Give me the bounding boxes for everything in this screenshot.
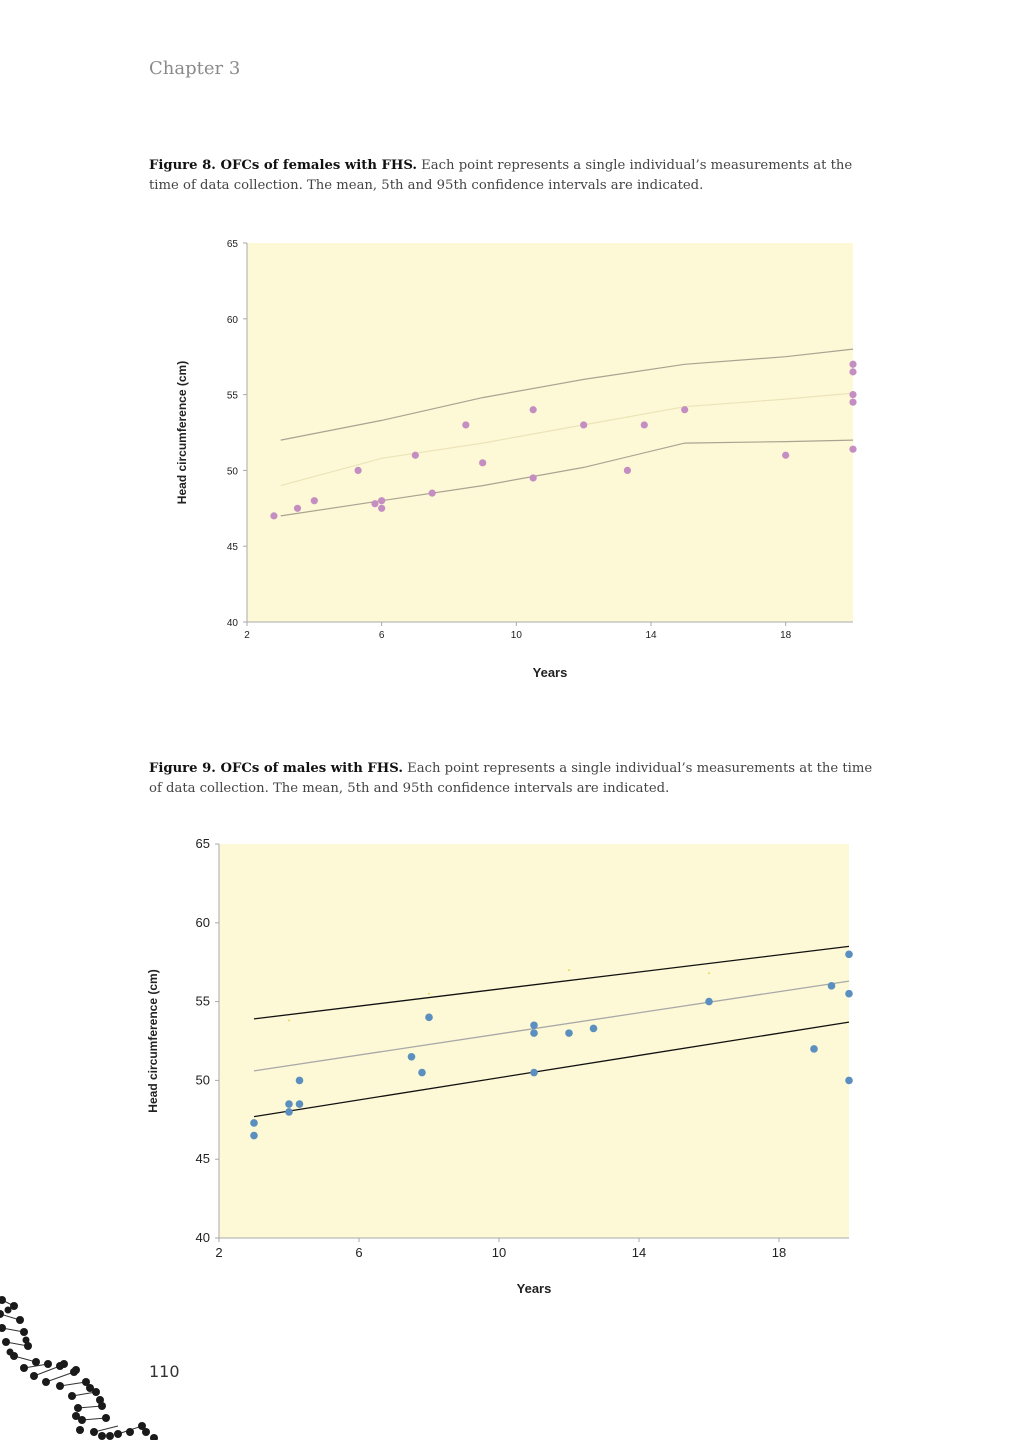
fig8-y-tick-label: 55 <box>226 390 238 402</box>
figure-8-label: Figure 8. OFCs of females with FHS. <box>149 158 417 173</box>
fig8-data-point <box>530 474 537 481</box>
fig9-x-tick-label: 18 <box>771 1245 787 1260</box>
fig9-x-tick-label: 2 <box>215 1245 223 1260</box>
fig8-y-tick-label: 45 <box>226 542 238 554</box>
fig8-data-point <box>849 361 856 368</box>
fig9-data-point <box>530 1021 538 1029</box>
fig9-data-point <box>705 998 713 1006</box>
fig8-data-point <box>270 512 277 519</box>
fig8-x-tick-label: 2 <box>244 630 250 641</box>
figure-9-chart <box>0 830 1019 1310</box>
fig9-minor-marker <box>568 969 570 971</box>
fig8-data-point <box>849 368 856 375</box>
fig9-data-point <box>810 1045 818 1053</box>
fig9-x-tick-label: 10 <box>491 1245 507 1260</box>
fig9-data-point <box>250 1132 258 1140</box>
figure-9-caption <box>149 759 873 799</box>
fig8-data-point <box>479 459 486 466</box>
fig9-x-axis-label: Years <box>516 1281 552 1296</box>
fig9-y-tick-label: 40 <box>195 1230 210 1245</box>
fig8-data-point <box>782 452 789 459</box>
fig8-data-point <box>311 497 318 504</box>
fig9-minor-marker <box>288 1020 290 1022</box>
figure-8-text: Each point represents a single individual’s measurements at the time of data collection. The mean, 5th and 95th confidence intervals are indicated. <box>149 158 853 193</box>
fig9-y-tick-label: 45 <box>195 1151 210 1167</box>
running-head: Chapter 3 <box>149 58 241 79</box>
fig9-x-tick-label: 6 <box>355 1245 363 1260</box>
fig8-x-tick-label: 10 <box>510 630 522 641</box>
fig9-y-tick-label: 60 <box>195 914 210 930</box>
figure-9-text: Each point represents a single individual’s measurements at the time of data collection. The mean, 5th and 95th confidence intervals are indicated. <box>149 761 873 796</box>
fig8-data-point <box>580 421 587 428</box>
fig9-data-point <box>250 1119 258 1127</box>
fig8-data-point <box>378 505 385 512</box>
fig9-y-tick-label: 50 <box>195 1072 210 1088</box>
fig8-data-point <box>371 500 378 507</box>
fig8-data-point <box>641 421 648 428</box>
fig9-y-tick-label: 65 <box>195 836 210 851</box>
fig8-x-tick-label: 18 <box>780 630 792 641</box>
fig8-x-tick-label: 14 <box>645 630 657 641</box>
fig9-data-point <box>408 1053 416 1061</box>
fig8-data-point <box>294 505 301 512</box>
fig9-data-point <box>590 1025 598 1033</box>
fig8-data-point <box>429 490 436 497</box>
fig8-data-point <box>462 421 469 428</box>
fig8-data-point <box>355 467 362 474</box>
fig8-data-point <box>681 406 688 413</box>
fig8-y-tick-label: 40 <box>226 618 238 629</box>
figure-8-caption <box>149 156 873 196</box>
fig9-data-point <box>565 1029 573 1037</box>
dna-helix-decoration <box>0 1290 170 1440</box>
fig8-y-tick-label: 60 <box>226 314 238 326</box>
figure-8-chart <box>0 225 1019 695</box>
fig9-data-point <box>425 1014 433 1022</box>
fig9-data-point <box>285 1108 293 1116</box>
figure-9-label: Figure 9. OFCs of males with FHS. <box>149 761 403 776</box>
fig8-x-tick-label: 6 <box>378 630 385 641</box>
fig9-y-axis-label: Head circumference (cm) <box>146 969 160 1113</box>
fig8-data-point <box>624 467 631 474</box>
fig9-data-point <box>296 1100 304 1108</box>
fig9-data-point <box>530 1029 538 1037</box>
fig9-data-point <box>845 951 853 959</box>
fig9-data-point <box>530 1069 538 1077</box>
fig9-data-point <box>845 1077 853 1085</box>
fig8-y-tick-label: 50 <box>226 466 238 478</box>
fig9-data-point <box>828 982 836 990</box>
dna-nodes <box>0 1296 158 1440</box>
fig8-y-tick-label: 65 <box>226 239 238 250</box>
fig9-y-tick-label: 55 <box>195 993 210 1009</box>
fig9-data-point <box>845 990 853 998</box>
fig8-data-point <box>378 497 385 504</box>
fig9-plot-area <box>219 844 849 1238</box>
fig9-data-point <box>418 1069 426 1077</box>
fig8-data-point <box>412 452 419 459</box>
fig8-plot-area <box>247 243 853 622</box>
fig9-x-tick-label: 14 <box>631 1245 647 1260</box>
fig9-minor-marker <box>428 993 430 995</box>
fig8-y-axis-label: Head circumference (cm) <box>175 360 189 505</box>
fig8-x-axis-label: Years <box>532 665 568 680</box>
fig8-data-point <box>849 446 856 453</box>
fig9-data-point <box>285 1100 293 1108</box>
fig9-minor-marker <box>708 972 710 974</box>
fig8-data-point <box>849 399 856 406</box>
fig8-data-point <box>849 391 856 398</box>
fig8-data-point <box>530 406 537 413</box>
page-number: 110 <box>149 1362 180 1381</box>
fig9-data-point <box>296 1077 304 1085</box>
